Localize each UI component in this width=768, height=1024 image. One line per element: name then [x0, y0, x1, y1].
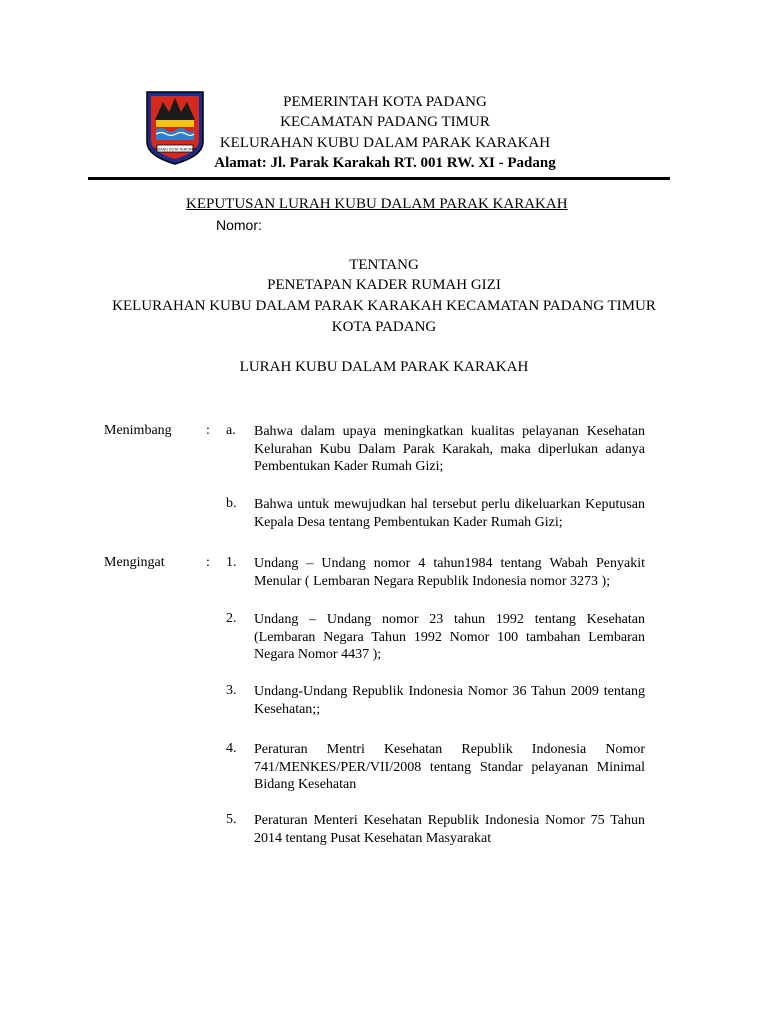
header-divider [88, 177, 670, 180]
list-marker: b. [226, 496, 237, 511]
about-location: KELURAHAN KUBU DALAM PARAK KARAKAH KECAMATAN PADANG TIMUR [112, 298, 656, 314]
about-subject: PENETAPAN KADER RUMAH GIZI [267, 277, 501, 293]
list-marker: 3. [226, 683, 237, 698]
about-word: TENTANG [349, 257, 419, 273]
menimbang-label: Menimbang [104, 423, 172, 438]
svg-text:PADANG KOTA TERCINTA: PADANG KOTA TERCINTA [153, 147, 197, 152]
list-item: Peraturan Menteri Kesehatan Republik Indonesia Nomor 75 Tahun 2014 tentang Pusat Kesehatan Masyarakat [254, 813, 645, 846]
list-item: Undang – Undang nomor 23 tahun 1992 tentang Kesehatan (Lembaran Negara Tahun 1992 Nomor 100 tambahan Lembaran Negara Nomor 4437 ); [254, 612, 645, 662]
decree-title: KEPUTUSAN LURAH KUBU DALAM PARAK KARAKAH [186, 196, 568, 212]
menimbang-colon: : [206, 423, 210, 438]
list-marker: a. [226, 423, 236, 438]
list-marker: 5. [226, 812, 237, 827]
list-marker: 1. [226, 555, 237, 570]
list-item: Undang – Undang nomor 4 tahun1984 tentang Wabah Penyakit Menular ( Lembaran Negara Republik Indonesia nomor 3273 ); [254, 556, 645, 589]
list-item: Undang-Undang Republik Indonesia Nomor 36 Tahun 2009 tentang Kesehatan;; [254, 684, 645, 717]
list-marker: 2. [226, 611, 237, 626]
list-item: Bahwa dalam upaya meningkatkan kualitas pelayanan Kesehatan Kelurahan Kubu Dalam Parak Karakah, maka diperlukan adanya Pembentukan Kader Rumah Gizi; [254, 424, 645, 474]
header-address: Alamat: Jl. Parak Karakah RT. 001 RW. XI - Padang [214, 155, 556, 171]
list-item: Bahwa untuk mewujudkan hal tersebut perlu dikeluarkan Keputusan Kepala Desa tentang Pembentukan Kader Rumah Gizi; [254, 497, 645, 530]
about-official: LURAH KUBU DALAM PARAK KARAKAH [239, 359, 529, 375]
header-village: KELURAHAN KUBU DALAM PARAK KARAKAH [219, 135, 551, 151]
about-city: KOTA PADANG [331, 319, 437, 335]
header-government: PEMERINTAH KOTA PADANG [283, 94, 487, 110]
mengingat-label: Mengingat [104, 555, 165, 570]
list-marker: 4. [226, 741, 237, 756]
mengingat-colon: : [206, 555, 210, 570]
decree-number-label: Nomor: [216, 217, 262, 233]
list-item: Peraturan Mentri Kesehatan Republik Indonesia Nomor 741/MENKES/PER/VII/2008 tentang Standar pelayanan Minimal Bidang Kesehatan [254, 742, 645, 792]
header-district: KECAMATAN PADANG TIMUR [280, 114, 490, 130]
